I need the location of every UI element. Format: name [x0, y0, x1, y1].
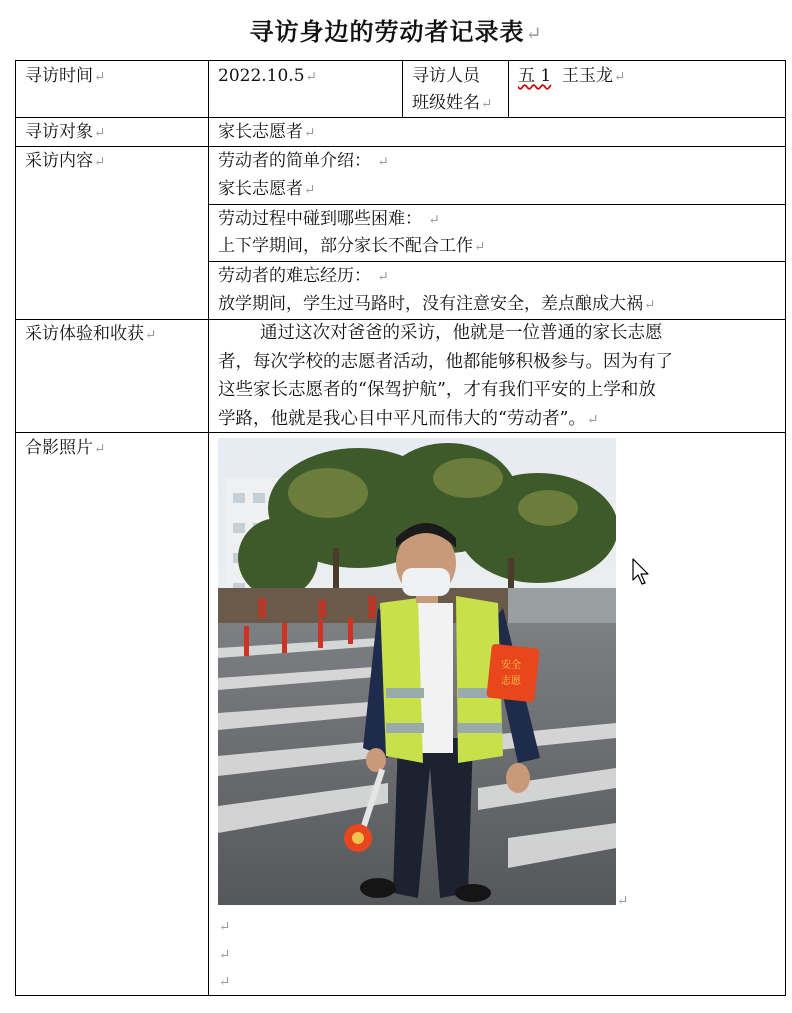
content-answer-3[interactable]: 放学期间，学生过马路时，没有注意安全，差点酿成大祸↵: [218, 294, 656, 314]
visitor-name: 王玉龙: [562, 66, 614, 86]
table-column-divider: [508, 60, 509, 118]
content-question-1: 劳动者的简单介绍： ↵: [218, 151, 389, 171]
group-photo[interactable]: [218, 438, 616, 905]
experience-text[interactable]: 通过这次对爸爸的采访，他就是一位普通的家长志愿 者，每次学校的志愿者活动，他都能够积极参与。因为有了 这些家长志愿者的“保驾护航”，才有我们平安的上学和放 学路，他就是我心目中平凡而伟大的“劳动者”。↵: [218, 319, 778, 434]
mouse-cursor-icon: [632, 558, 652, 586]
visit-time-value[interactable]: 2022.10.5↵: [218, 66, 317, 86]
subject-value[interactable]: 家长志愿者↵: [218, 122, 316, 142]
experience-line: 这些家长志愿者的“保驾护航”，才有我们平安的上学和放: [218, 380, 656, 400]
photo-label: 合影照片↵: [25, 438, 106, 458]
content-label: 采访内容↵: [25, 151, 106, 171]
content-answer-2[interactable]: 上下学期间，部分家长不配合工作↵: [218, 236, 486, 256]
experience-line: 通过这次对爸爸的采访，他就是一位普通的家长志愿: [260, 323, 663, 343]
photo-illustration: [218, 438, 616, 905]
content-question-3: 劳动者的难忘经历： ↵: [218, 266, 389, 286]
visitor-label-line2: 班级姓名↵: [412, 93, 493, 113]
visitor-value[interactable]: 五 1 王玉龙↵: [518, 66, 626, 86]
empty-paragraph[interactable]: ↵: [219, 919, 231, 935]
empty-paragraph[interactable]: ↵: [219, 947, 231, 963]
content-answer-1[interactable]: 家长志愿者↵: [218, 179, 316, 199]
table-border-bottom: [15, 995, 786, 996]
experience-line: 学路，他就是我心目中平凡而伟大的“劳动者”。: [218, 408, 586, 429]
visitor-class: 五 1: [518, 66, 552, 86]
subject-label: 寻访对象↵: [25, 122, 106, 142]
table-rule: [15, 117, 786, 118]
table-rule: [15, 146, 786, 147]
experience-line: 者，每次学校的志愿者活动，他都能够积极参与。因为有了: [218, 351, 673, 372]
photo-para-mark: ↵: [617, 893, 629, 909]
paragraph-mark-icon: ↵: [525, 22, 543, 45]
armband-text-2: 志愿: [501, 676, 521, 687]
table-border-right: [785, 60, 786, 996]
visit-time-label: 寻访时间↵: [25, 66, 106, 86]
table-column-divider: [402, 60, 403, 118]
visitor-label: 寻访人员: [412, 66, 480, 86]
table-column-divider: [208, 60, 209, 996]
armband-text-1: 安全: [501, 660, 521, 671]
empty-paragraph[interactable]: ↵: [219, 974, 231, 990]
experience-label: 采访体验和收获↵: [25, 324, 157, 344]
content-question-2: 劳动过程中碰到哪些困难： ↵: [218, 209, 440, 229]
table-border-left: [15, 60, 16, 996]
document-title: 寻访身边的劳动者记录表↵: [249, 17, 543, 46]
table-border-top: [15, 60, 786, 61]
